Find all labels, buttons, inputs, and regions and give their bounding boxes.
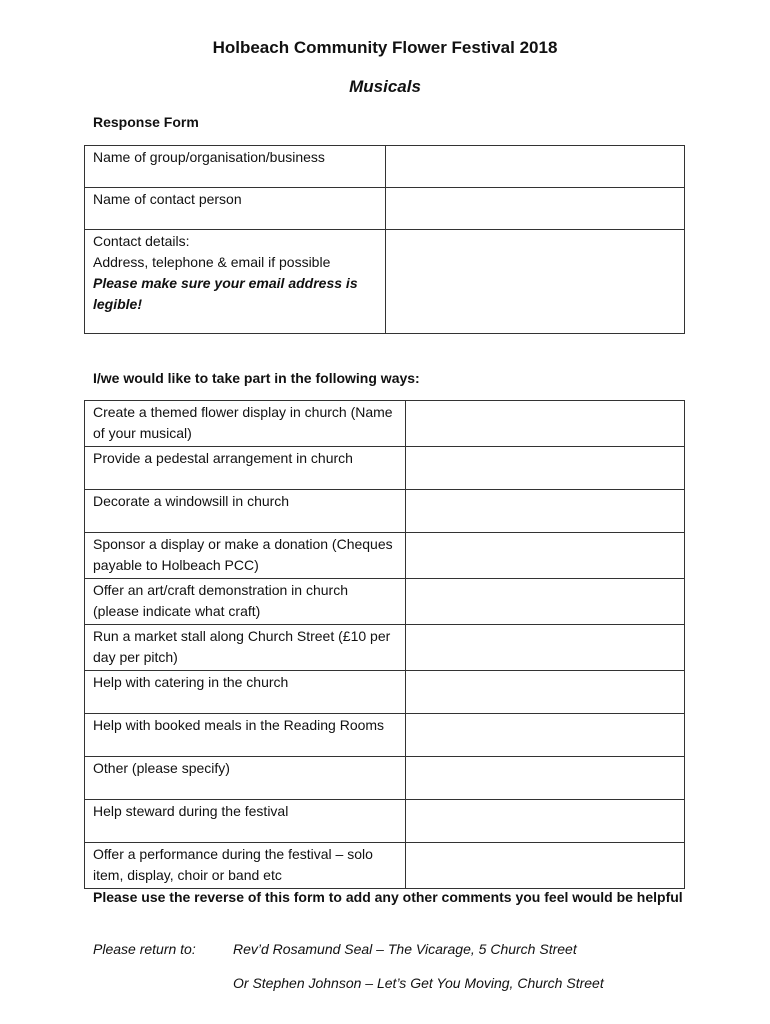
participation-heading: I/we would like to take part in the following ways: xyxy=(93,370,420,386)
contact-person-field[interactable] xyxy=(386,188,685,230)
return-label: Please return to: xyxy=(93,941,196,957)
table-row xyxy=(85,671,685,714)
table-row xyxy=(85,533,685,579)
pedestal-field[interactable] xyxy=(406,447,685,490)
comments-note: Please use the reverse of this form to add any other comments you feel would be helpful xyxy=(93,889,683,905)
table-row xyxy=(85,188,685,230)
table-row xyxy=(85,714,685,757)
row-label-line: Address, telephone & email if possible xyxy=(93,254,331,270)
table-row xyxy=(85,843,685,889)
row-label: Offer an art/craft demonstration in church (please indicate what craft) xyxy=(85,579,406,625)
table-row xyxy=(85,625,685,671)
table-row xyxy=(85,146,685,188)
table-row xyxy=(85,401,685,447)
row-label: Decorate a windowsill in church xyxy=(85,490,406,533)
row-label: Name of contact person xyxy=(85,188,386,230)
row-label: Name of group/organisation/business xyxy=(85,146,386,188)
booked-meals-field[interactable] xyxy=(406,714,685,757)
row-label: Help with catering in the church xyxy=(85,671,406,714)
market-stall-field[interactable] xyxy=(406,625,685,671)
themed-display-field[interactable] xyxy=(406,401,685,447)
response-form-label: Response Form xyxy=(93,114,199,130)
row-label: Help steward during the festival xyxy=(85,800,406,843)
table-row xyxy=(85,447,685,490)
return-address-2: Or Stephen Johnson – Let’s Get You Moving, Church Street xyxy=(233,975,604,991)
table-row xyxy=(85,490,685,533)
table-row xyxy=(85,800,685,843)
table-row xyxy=(85,230,685,334)
other-field[interactable] xyxy=(406,757,685,800)
row-label: Create a themed flower display in church (Name of your musical) xyxy=(85,401,406,447)
row-label: Provide a pedestal arrangement in church xyxy=(85,447,406,490)
sponsor-field[interactable] xyxy=(406,533,685,579)
page-subtitle: Musicals xyxy=(349,77,421,96)
row-label: Offer a performance during the festival – solo item, display, choir or band etc xyxy=(85,843,406,889)
row-label-line: Contact details: xyxy=(93,233,190,249)
return-address-1: Rev’d Rosamund Seal – The Vicarage, 5 Church Street xyxy=(233,941,577,957)
windowsill-field[interactable] xyxy=(406,490,685,533)
contact-details-label xyxy=(85,230,386,334)
group-name-field[interactable] xyxy=(386,146,685,188)
row-label: Help with booked meals in the Reading Rooms xyxy=(85,714,406,757)
catering-field[interactable] xyxy=(406,671,685,714)
row-label: Run a market stall along Church Street (£10 per day per pitch) xyxy=(85,625,406,671)
craft-demo-field[interactable] xyxy=(406,579,685,625)
performance-field[interactable] xyxy=(406,843,685,889)
table-row xyxy=(85,579,685,625)
steward-field[interactable] xyxy=(406,800,685,843)
row-label: Sponsor a display or make a donation (Cheques payable to Holbeach PCC) xyxy=(85,533,406,579)
row-label: Other (please specify) xyxy=(85,757,406,800)
table-row xyxy=(85,757,685,800)
email-legible-note: Please make sure your email address is legible! xyxy=(93,275,358,312)
contact-table xyxy=(84,145,685,334)
page-title: Holbeach Community Flower Festival 2018 xyxy=(212,38,558,57)
contact-details-field[interactable] xyxy=(386,230,685,334)
participation-table xyxy=(84,400,685,889)
